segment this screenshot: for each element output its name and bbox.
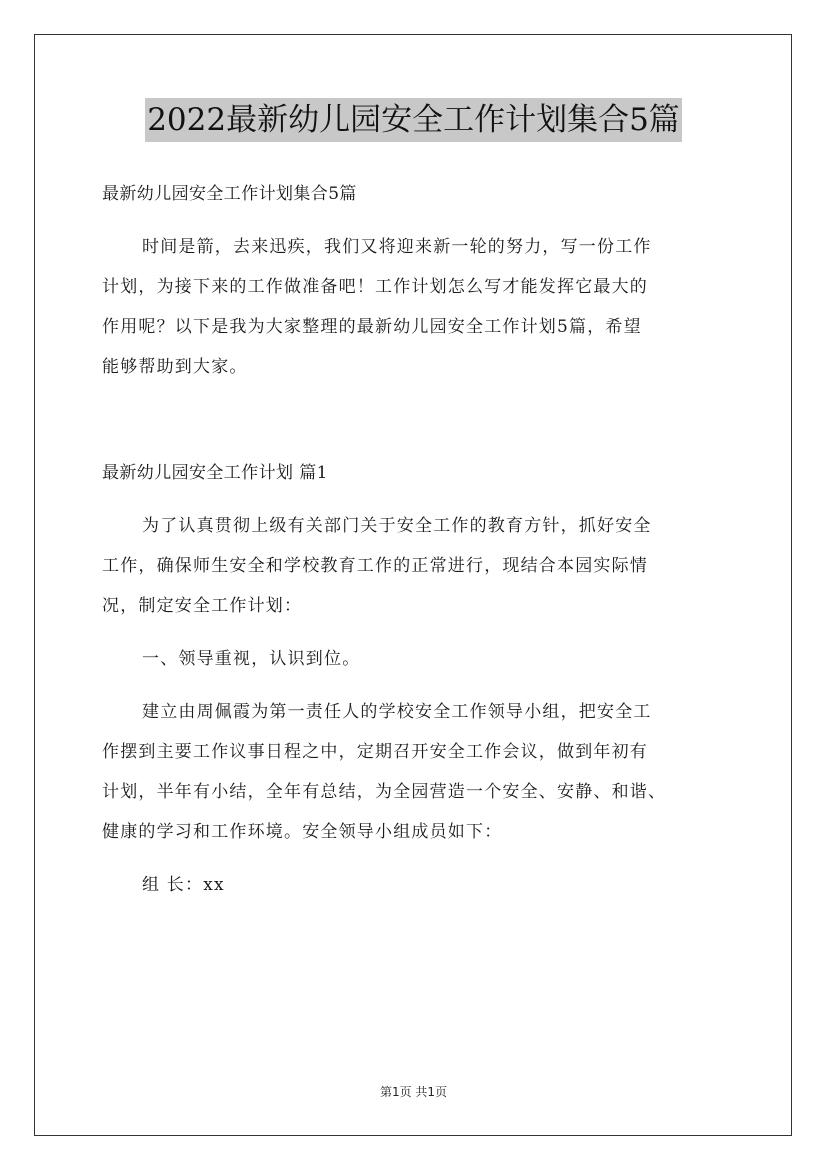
section-1-p1-line-1: 为了认真贯彻上级有关部门关于安全工作的教育方针，抓好安全 <box>142 516 652 536</box>
section-1-p1-line-3: 况，制定安全工作计划： <box>102 596 303 616</box>
section-1-paragraph-1 <box>102 506 742 626</box>
section-1-leader-text: 组 长：xx <box>142 875 225 895</box>
section-1-p2-line-3: 计划，半年有小结，全年有总结，为全园营造一个安全、安静、和谐、 <box>102 782 667 802</box>
document-title: 2022最新幼儿园安全工作计划集合5篇 <box>145 98 682 142</box>
section-1-p1-line-2: 工作，确保师生安全和学校教育工作的正常进行，现结合本园实际情 <box>102 556 648 576</box>
intro-line-2: 计划，为接下来的工作做准备吧！工作计划怎么写才能发挥它最大的 <box>102 277 648 297</box>
section-1-leader <box>102 865 742 905</box>
section-1-p2-line-1: 建立由周佩霞为第一责任人的学校安全工作领导小组，把安全工 <box>142 702 652 722</box>
section-gap <box>102 400 742 453</box>
section-1-heading: 最新幼儿园安全工作计划 篇1 <box>102 463 328 483</box>
document-subtitle: 最新幼儿园安全工作计划集合5篇 <box>102 184 357 204</box>
section-1-item-1-text: 一、领导重视，认识到位。 <box>142 649 361 669</box>
section-1-item-1 <box>102 639 742 679</box>
intro-line-3: 作用呢？以下是我为大家整理的最新幼儿园安全工作计划5篇，希望 <box>102 317 642 337</box>
section-1-p2-line-4: 健康的学习和工作环境。安全领导小组成员如下： <box>102 822 503 842</box>
document-body <box>102 174 742 918</box>
title-container <box>0 98 827 142</box>
intro-paragraph <box>102 227 742 387</box>
section-1-p2-line-2: 作摆到主要工作议事日程之中，定期召开安全工作会议，做到年初有 <box>102 742 648 762</box>
section-1-paragraph-2 <box>102 692 742 852</box>
intro-line-4: 能够帮助到大家。 <box>102 357 248 377</box>
intro-line-1: 时间是箭，去来迅疾，我们又将迎来新一轮的努力，写一份工作 <box>142 237 652 257</box>
page-footer: 第1页 共1页 <box>379 1085 448 1099</box>
